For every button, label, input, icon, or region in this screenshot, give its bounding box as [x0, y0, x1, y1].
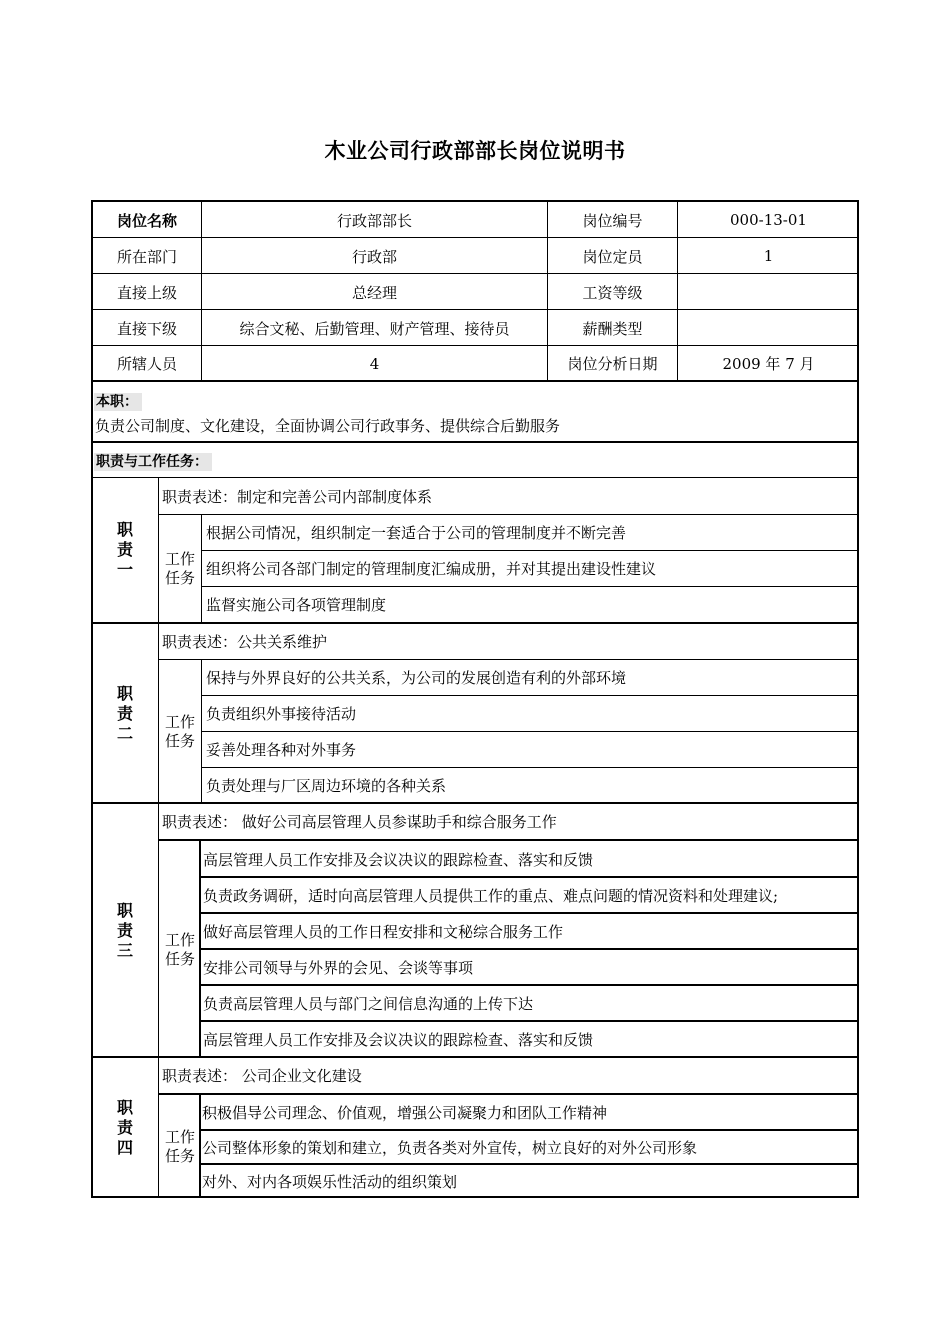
- duty-2-task-2: 负责组织外事接待活动: [206, 705, 357, 723]
- info-value: 行政部部长: [336, 211, 412, 230]
- duty-4-desc: 职责表述： 公司企业文化建设: [162, 1067, 362, 1085]
- duty-1-task-label: [159, 515, 201, 622]
- duty-3-desc: 职责表述： 做好公司高层管理人员参谋助手和综合服务工作: [162, 813, 557, 831]
- grid-line: [158, 839, 859, 841]
- duty-3-task-4: 安排公司领导与外界的会见、会谈等事项: [203, 958, 474, 977]
- info-value: 行政部: [351, 247, 397, 266]
- info-label: 所辖人员: [116, 355, 177, 373]
- duty-label-char: 一: [116, 560, 133, 579]
- info-label: 所在部门: [116, 247, 177, 266]
- duty-2-task-3: 妥善处理各种对外事务: [206, 741, 357, 759]
- duty-1-task-1: 根据公司情况，组织制定一套适合于公司的管理制度并不断完善: [206, 524, 627, 542]
- duty-1-desc: 职责表述：制定和完善公司内部制度体系: [162, 488, 433, 506]
- info-value: 1: [763, 247, 774, 265]
- duty-4-task-1: 积极倡导公司理念、价值观，增强公司凝聚力和团队工作精神: [202, 1103, 608, 1122]
- duty-label-char: 二: [116, 724, 133, 743]
- duty-3-task-5: 负责高层管理人员与部门之间信息沟通的上传下达: [203, 994, 534, 1013]
- info-value: [678, 274, 859, 310]
- info-label: 直接上级: [116, 283, 177, 302]
- grid-line: [93, 477, 859, 478]
- info-label: 工资等级: [582, 283, 643, 302]
- duties-label: 职责与工作任务：: [94, 453, 212, 471]
- duty-label-char: 四: [116, 1138, 133, 1157]
- duty-label-char: 责: [116, 1118, 133, 1137]
- task-label-text: 任务: [164, 949, 195, 968]
- duty-label-char: 职: [116, 1098, 133, 1117]
- task-label-text: 任务: [164, 568, 195, 587]
- duty-1-task-3: 监督实施公司各项管理制度: [206, 596, 387, 614]
- duty-label-char: 职: [116, 901, 133, 920]
- duty-4-task-label: [159, 1095, 201, 1198]
- duty-label-char: 责: [116, 704, 133, 723]
- duty-2-label: [93, 624, 157, 804]
- duty-3-task-label: [159, 841, 201, 1058]
- summary-label: 本职：: [94, 393, 142, 411]
- info-label: 岗位编号: [582, 211, 643, 230]
- duty-3-task-1: 高层管理人员工作安排及会议决议的跟踪检查、落实和反馈: [203, 850, 594, 869]
- info-label: 直接下级: [116, 319, 177, 338]
- duty-3-task-6: 高层管理人员工作安排及会议决议的跟踪检查、落实和反馈: [203, 1030, 594, 1049]
- duty-3-task-2: 负责政务调研，适时向高层管理人员提供工作的重点、难点问题的情况资料和处理建议;: [203, 886, 779, 905]
- task-label-text: 工作: [164, 1127, 195, 1146]
- duty-3-task-3: 做好高层管理人员的工作日程安排和文秘综合服务工作: [203, 922, 564, 941]
- duty-2-task-4: 负责处理与厂区周边环境的各种关系: [206, 777, 447, 795]
- info-label: 岗位名称: [116, 211, 177, 230]
- duty-2-task-label: [159, 660, 201, 803]
- duty-label-char: 三: [116, 941, 133, 960]
- task-label-text: 任务: [164, 731, 195, 750]
- task-label-text: 工作: [164, 712, 195, 731]
- duty-4-task-3: 对外、对内各项娱乐性活动的组织策划: [202, 1172, 458, 1191]
- task-label-text: 任务: [164, 1146, 195, 1165]
- duty-label-char: 责: [116, 540, 133, 559]
- task-label-text: 工作: [164, 549, 195, 568]
- duty-1-task-2: 组织将公司各部门制定的管理制度汇编成册，并对其提出建设性建议: [206, 560, 657, 578]
- info-label: 薪酬类型: [582, 319, 643, 338]
- summary-text: 负责公司制度、文化建设，全面协调公司行政事务、提供综合后勤服务: [95, 416, 561, 435]
- info-value: [678, 310, 859, 346]
- info-value: 4: [369, 354, 380, 373]
- duty-1-label: [93, 478, 157, 622]
- info-label: 岗位分析日期: [567, 355, 658, 373]
- info-label: 岗位定员: [582, 247, 643, 266]
- duty-label-char: 职: [116, 684, 133, 703]
- info-value: 000-13-01: [730, 211, 807, 229]
- info-value: 综合文秘、后勤管理、财产管理、接待员: [239, 319, 510, 338]
- duty-4-label: [93, 1058, 157, 1198]
- grid-line: [158, 1093, 859, 1095]
- info-value: 2009 年 7 月: [722, 355, 815, 373]
- duty-label-char: 责: [116, 921, 133, 940]
- page-title: 木业公司行政部部长岗位说明书: [324, 139, 626, 163]
- info-value: 总经理: [351, 283, 397, 302]
- duty-2-desc: 职责表述：公共关系维护: [162, 633, 328, 651]
- duty-2-task-1: 保持与外界良好的公共关系，为公司的发展创造有利的外部环境: [206, 669, 627, 687]
- duty-3-label: [93, 804, 157, 1058]
- job-description-table: [91, 200, 859, 1198]
- task-label-text: 工作: [164, 930, 195, 949]
- duty-label-char: 职: [116, 520, 133, 539]
- duty-4-task-2: 公司整体形象的策划和建立，负责各类对外宣传，树立良好的对外公司形象: [202, 1138, 698, 1157]
- grid-line: [93, 441, 859, 443]
